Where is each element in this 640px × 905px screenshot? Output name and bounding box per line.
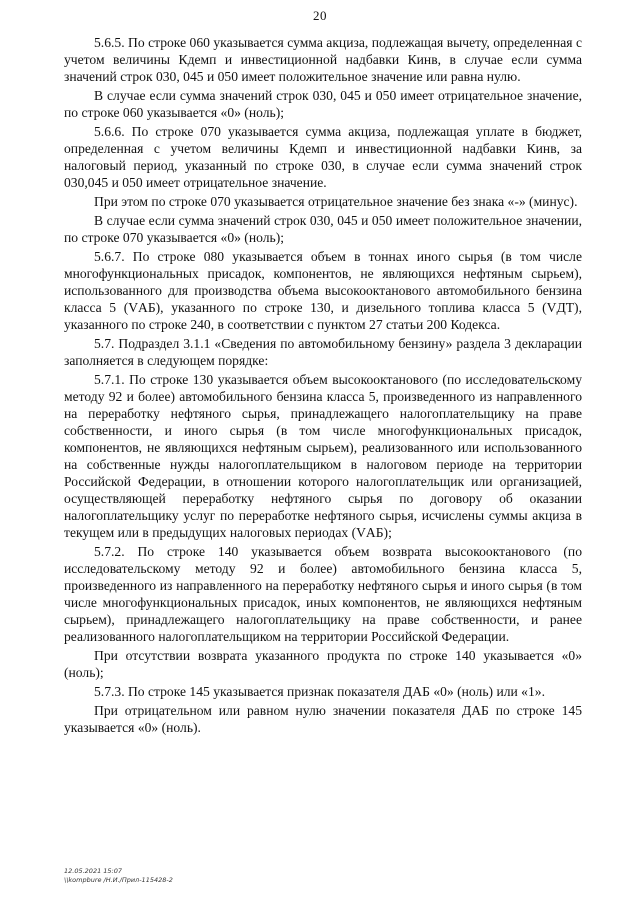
page-number: 20: [313, 8, 327, 23]
paragraph-5-7-3-zero: При отрицательном или равном нулю значении показателя ДАБ по строке 145 указывается «0» (ноль).: [64, 703, 582, 735]
paragraph-5-7-1: 5.7.1. По строке 130 указывается объем высокооктанового (по исследовательскому методу 92 и более) автомобильного бензина класса 5, произведенного из направленного на переработку нефтяного сырья, принадлежащего налогоплательщику на праве собственности, и иного сырья (в том числе многофункциональных присадок, компонентов, не являющихся нефтяным сырьем), реализованного или использованного на собственные нужды налогоплательщиком в налоговом периоде на территории Российской Федерации, в отношении которого налогоплательщик или организацией, осуществляющей переработку нефтяного сырья по договору об оказании налогоплательщику услуг по переработке нефтяного сырья, исчислены суммы акциза в текущем или в предыдущих налоговых периодах (VАБ);: [64, 372, 582, 540]
print-date: 12.05.2021 15:07: [64, 867, 123, 875]
paragraph-5-7-2-absent: При отсутствии возврата указанного продукта по строке 140 указывается «0» (ноль);: [64, 648, 582, 680]
document-body: [64, 34, 582, 738]
paragraph-5-6-5-negative: В случае если сумма значений строк 030, 045 и 050 имеет отрицательное значение, по строке 060 указывается «0» (ноль);: [64, 88, 582, 120]
print-footer: [64, 867, 173, 885]
paragraph-5-6-6: 5.6.6. По строке 070 указывается сумма акциза, подлежащая уплате в бюджет, определенная с учетом величины Кдемп и инвестиционной надбавки Кинв, за налоговый период, указанный по строке 030, в случае если сумма значений строк 030,045 и 050 имеет отрицательное значение.: [64, 124, 582, 190]
file-path: \\kompbure /Н.И./Прил-115428-2: [64, 876, 173, 884]
paragraph-5-6-7: 5.6.7. По строке 080 указывается объем в тоннах иного сырья (в том числе многофункциональных присадок, компонентов, не являющихся нефтяным сырьем), использованного для производства объема высокооктанового автомобильного бензина класса 5 (VАБ), указанного по строке 130, и дизельного топлива класса 5 (VДТ), указанного по строке 240, в соответствии с пунктом 27 статьи 200 Кодекса.: [64, 249, 582, 332]
paragraph-5-7-2: 5.7.2. По строке 140 указывается объем возврата высокооктанового (по исследовательскому методу 92 и более) автомобильного бензина класса 5, произведенного из направленного на переработку нефтяного сырья и иного сырья (в том числе многофункциональных присадок, иных компонентов, не являющихся нефтяным сырьем), принадлежащего налогоплательщику на праве собственности, и ранее реализованного налогоплательщиком на территории Российской Федерации.: [64, 544, 582, 644]
paragraph-5-7-3: 5.7.3. По строке 145 указывается признак показателя ДАБ «0» (ноль) или «1».: [94, 684, 545, 699]
paragraph-5-7: 5.7. Подраздел 3.1.1 «Сведения по автомобильному бензину» раздела 3 декларации заполняется в следующем порядке:: [64, 336, 582, 368]
paragraph-5-6-5: 5.6.5. По строке 060 указывается сумма акциза, подлежащая вычету, определенная с учетом величины Кдемп и инвестиционной надбавки Кинв, в случае если сумма значений строк 030, 045 и 050 имеет положительное значение или равна нулю.: [64, 35, 582, 84]
paragraph-5-6-6-sign: При этом по строке 070 указывается отрицательное значение без знака «-» (минус).: [94, 194, 578, 209]
paragraph-5-6-6-positive: В случае если сумма значений строк 030, 045 и 050 имеет положительное значении, по строке 070 указывается «0» (ноль);: [64, 213, 582, 245]
